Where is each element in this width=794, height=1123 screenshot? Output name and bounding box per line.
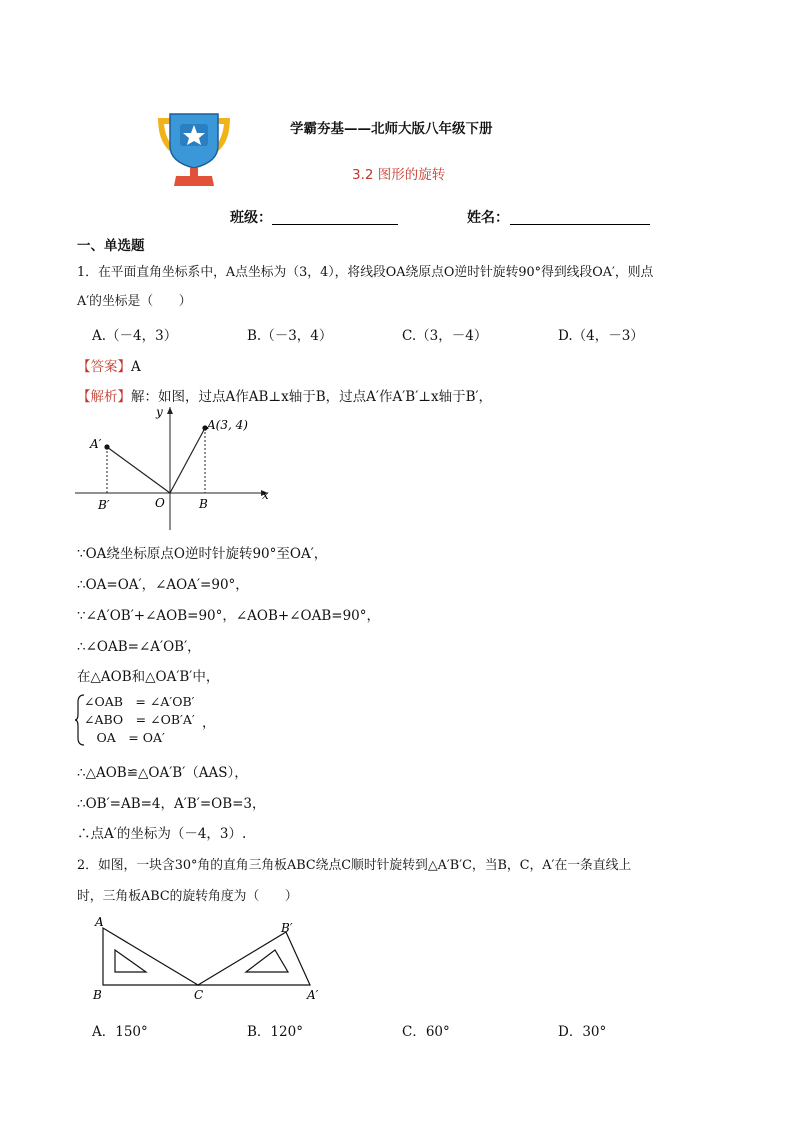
label-point-a-prime: A′ — [90, 437, 102, 451]
q1-step-1: ∵OA绕坐标原点O逆时针旋转90°至OA′， — [77, 546, 328, 562]
system-line-2: ∠ABO = ∠OB′A′ — [84, 712, 195, 727]
system-line-1: ∠OAB = ∠A′OB′ — [84, 694, 195, 709]
q1-option-d[interactable]: D.（4，－3） — [558, 328, 644, 344]
q1-option-a[interactable]: A.（－4，3） — [92, 328, 178, 344]
label-origin-o: O — [155, 496, 165, 510]
q1-stem-line1: 1．在平面直角坐标系中，A点坐标为（3，4），将线段OA绕原点O逆时针旋转90°得到线段OA′，则点 — [77, 265, 654, 280]
system-line-3: OA = OA′ — [84, 730, 165, 745]
x-axis-label: x — [262, 488, 269, 502]
doc-subtitle: 3.2 图形的旋转 — [352, 167, 446, 183]
label-c: C — [194, 988, 204, 1002]
q2-option-a[interactable]: A．150° — [92, 1024, 148, 1040]
label-point-b-prime: B′ — [98, 498, 110, 512]
q1-answer — [77, 355, 141, 375]
label-a-prime: A′ — [307, 988, 319, 1002]
name-label: 姓名： — [467, 210, 509, 226]
q2-option-c[interactable]: C．60° — [402, 1024, 450, 1040]
class-label: 班级： — [230, 210, 272, 226]
analysis-text: 解：如图，过点A作AB⊥x轴于B，过点A′作A′B′⊥x轴于B′， — [131, 389, 493, 405]
q1-option-c[interactable]: C.（3，－4） — [402, 328, 488, 344]
label-b-prime: B′ — [281, 921, 293, 935]
system-tail: ， — [202, 715, 216, 731]
class-field[interactable] — [272, 207, 398, 225]
name-field[interactable] — [510, 207, 650, 225]
label-point-b: B — [199, 497, 208, 511]
q1-step-5: 在△AOB和△OA′B′中， — [77, 669, 220, 685]
q1-step-4: ∴∠OAB=∠A′OB′， — [77, 639, 201, 655]
q1-option-b[interactable]: B.（－3，4） — [247, 328, 333, 344]
label-b: B — [93, 988, 102, 1002]
label-a: A — [95, 915, 104, 929]
label-point-a: A(3, 4) — [207, 418, 248, 432]
q2-option-d[interactable]: D．30° — [558, 1024, 607, 1040]
q1-step-7: ∴OB′=AB=4，A′B′=OB=3， — [77, 796, 266, 812]
q2-triangle-figure — [88, 912, 328, 1006]
q2-stem-line2: 时，三角板ABC的旋转角度为（ ） — [77, 889, 298, 904]
section-heading: 一、单选题 — [77, 238, 145, 254]
q2-option-b[interactable]: B．120° — [247, 1024, 303, 1040]
q1-stem-line2: A′的坐标是（ ） — [77, 294, 192, 309]
q1-step-8: ∴点A′的坐标为（－4，3）. — [77, 826, 247, 842]
analysis-tag: 【解析】 — [77, 389, 131, 405]
q1-step-2: ∴OA=OA′，∠AOA′=90°， — [77, 577, 249, 593]
trophy-logo — [152, 110, 236, 190]
doc-title: 学霸夯基——北师大版八年级下册 — [290, 121, 493, 137]
q2-stem-line1: 2．如图，一块含30°角的直角三角板ABC绕点C顺时针旋转到△A′B′C，当B，C，A′在一条直线上 — [77, 858, 632, 873]
answer-value: A — [131, 359, 141, 375]
q1-step-6: ∴△AOB≌△OA′B′（AAS）， — [77, 765, 248, 781]
q1-step-3: ∵∠A′OB′+∠AOB=90°，∠AOB+∠OAB=90°， — [77, 608, 381, 624]
answer-tag: 【答案】 — [77, 359, 131, 375]
q1-coordinate-figure — [70, 402, 280, 532]
y-axis-label: y — [156, 405, 163, 419]
